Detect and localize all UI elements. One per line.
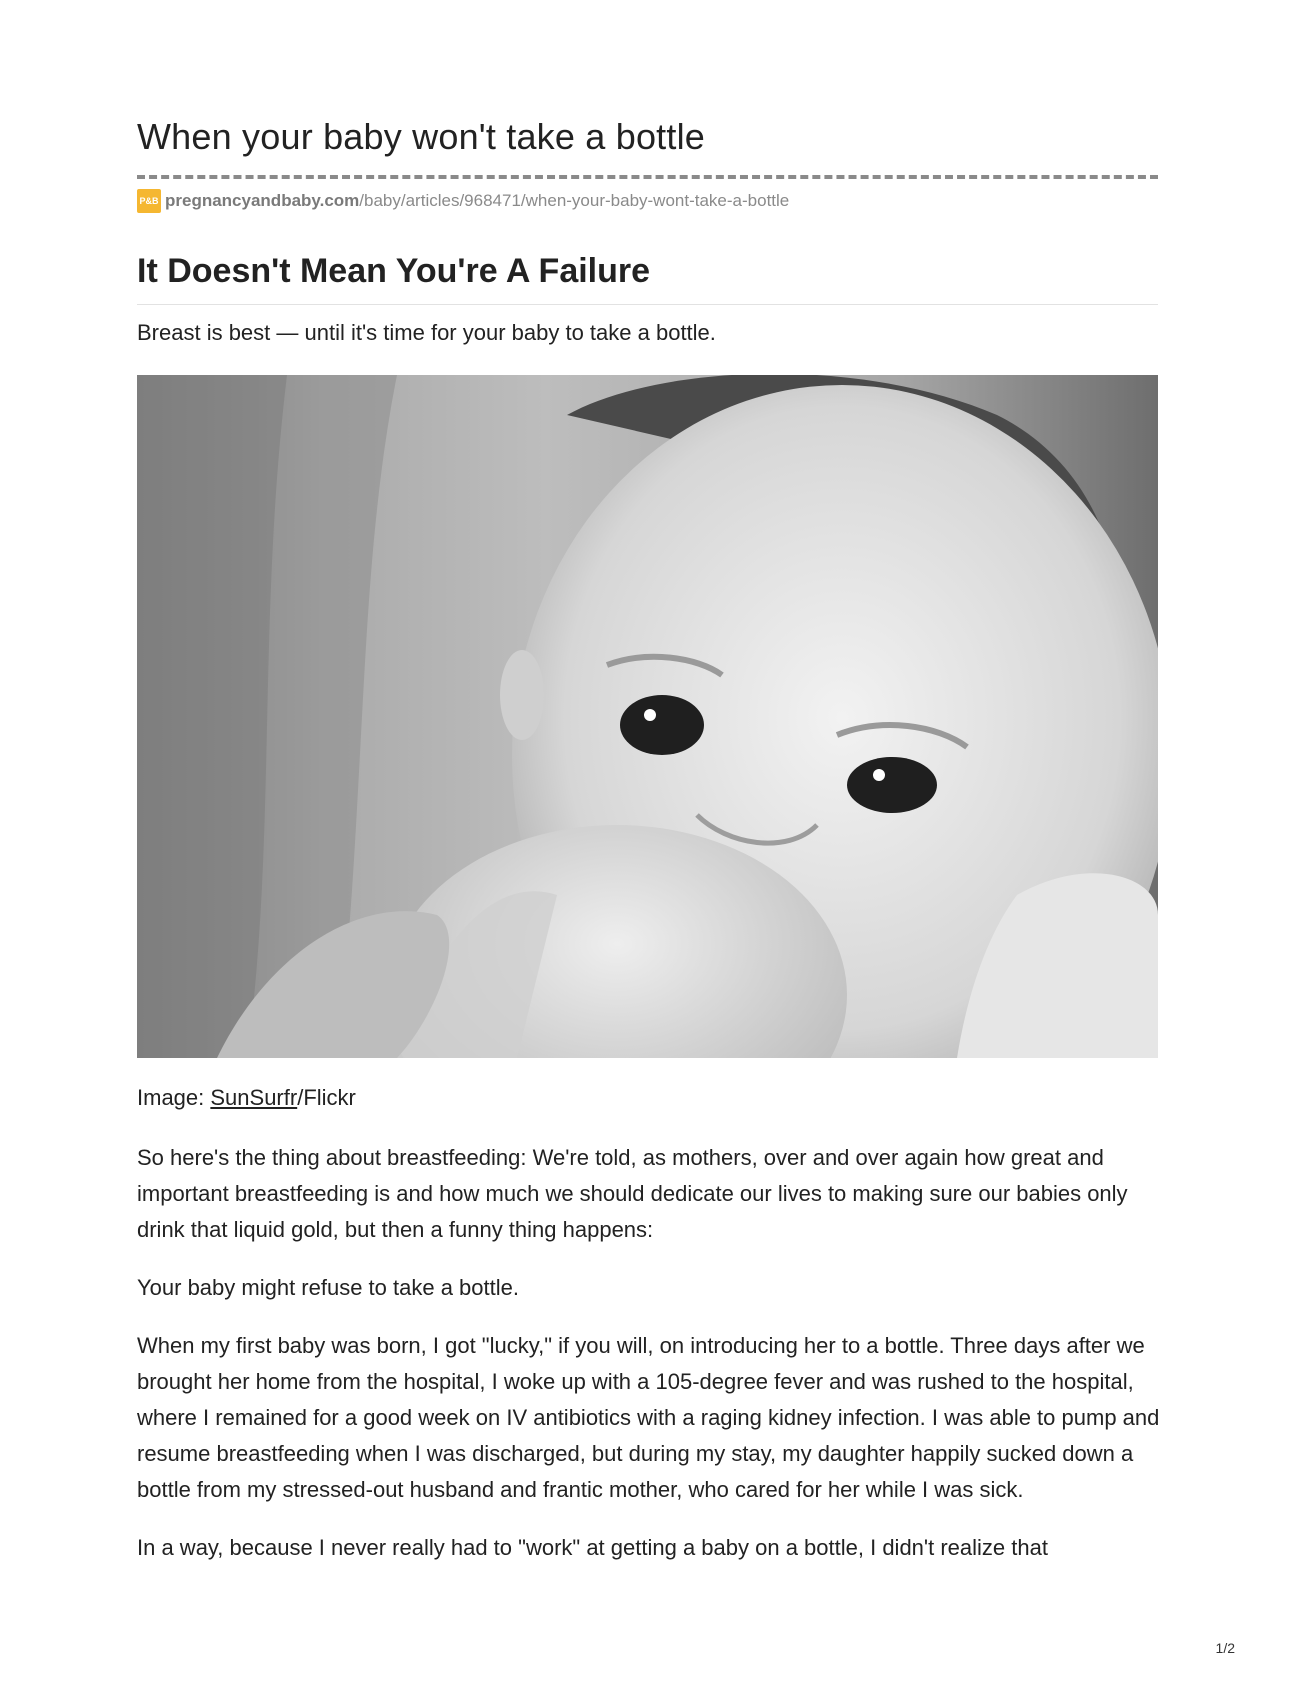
page-title: When your baby won't take a bottle (137, 116, 705, 157)
article-body (137, 1140, 1167, 1588)
article-subtitle: Breast is best — until it's time for your baby to take a bottle. (137, 320, 716, 345)
article-heading: It Doesn't Mean You're A Failure (137, 252, 651, 290)
body-paragraph: When my first baby was born, I got "lucky," if you will, on introducing her to a bottle. Three days after we brought her home from the hospital, I woke up with a 105-degree fever and was rushed to the hospital, where I remained for a good week on IV antibiotics with a raging kidney infection. I was able to pump and resume breastfeeding when I was discharged, but during my stay, my daughter happily sucked down a bottle from my stressed-out husband and frantic mother, who cared for her while I was sick. (137, 1333, 1160, 1502)
page-number: 1/2 (1215, 1640, 1235, 1656)
article-hero-image (137, 375, 1158, 1058)
image-credit-link[interactable]: SunSurfr (210, 1085, 298, 1110)
site-favicon-icon: P&B (137, 189, 161, 213)
heading-divider (137, 304, 1158, 305)
baby-photo-illustration (137, 375, 1158, 1058)
image-caption: Image: SunSurfr/Flickr (137, 1085, 356, 1110)
body-paragraph: Your baby might refuse to take a bottle. (137, 1275, 519, 1300)
source-url[interactable] (137, 188, 789, 214)
source-path[interactable]: /baby/articles/968471/when-your-baby-wont-take-a-bottle (359, 191, 790, 210)
source-domain[interactable]: pregnancyandbaby.com (165, 191, 360, 210)
title-divider (137, 175, 1158, 179)
body-paragraph: In a way, because I never really had to "work" at getting a baby on a bottle, I didn't realize that (137, 1535, 1048, 1560)
body-paragraph: So here's the thing about breastfeeding: We're told, as mothers, over and over again how great and important breastfeeding is and how much we should dedicate our lives to making sure our babies only drink that liquid gold, but then a funny thing happens: (137, 1145, 1128, 1242)
